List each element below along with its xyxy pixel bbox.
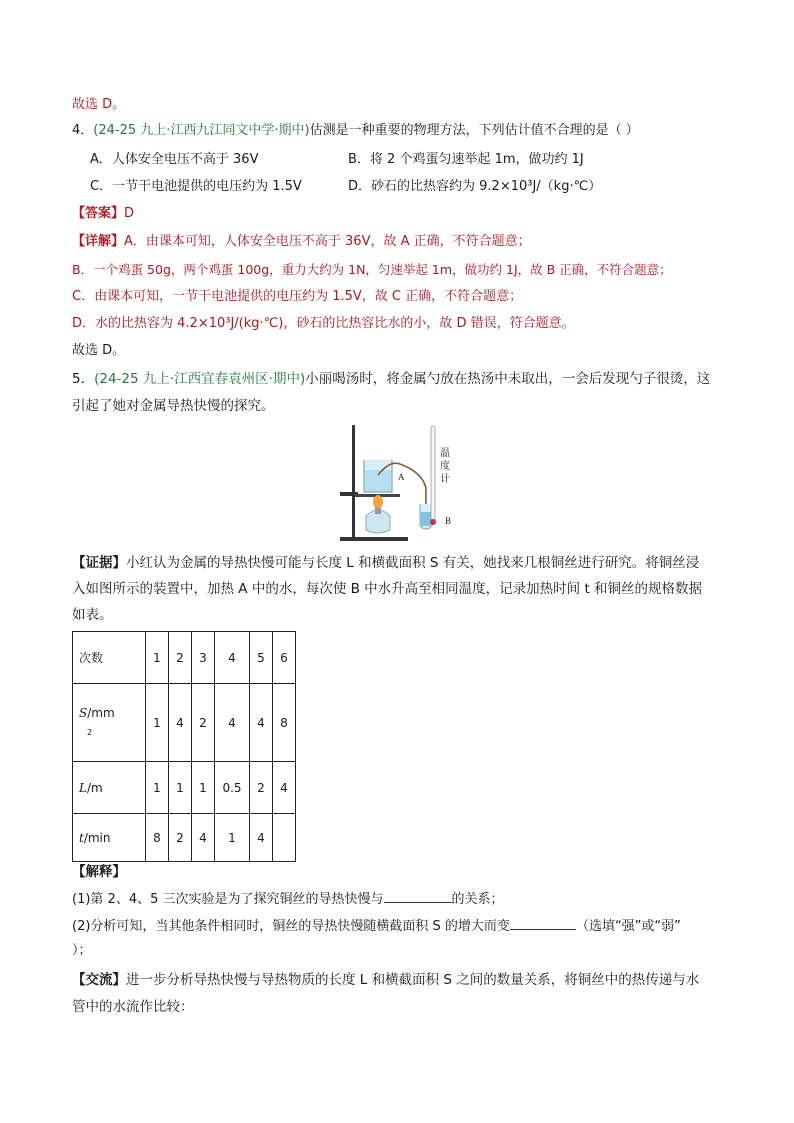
apparatus-figure bbox=[330, 420, 470, 545]
q4-answer bbox=[72, 204, 734, 224]
table-cell: 1 bbox=[169, 762, 192, 814]
table-cell: 1 bbox=[146, 632, 169, 684]
q4-stem: 估测是一种重要的物理方法，下列估计值不合理的是（ ） bbox=[309, 123, 639, 138]
exchange-text: 进一步分析导热快慢与导热物质的长度 L 和横截面积 S 之间的数量关系，将铜丝中的热传递与水 bbox=[126, 972, 700, 988]
table-row bbox=[73, 684, 296, 762]
table-cell: 3 bbox=[192, 632, 215, 684]
q4-number: 4． bbox=[72, 123, 94, 138]
table-cell: 1 bbox=[146, 684, 169, 762]
evidence-label: 【证据】 bbox=[72, 555, 126, 571]
length-unit: /m bbox=[86, 780, 103, 795]
beaker-a-water bbox=[365, 470, 391, 491]
answer-blank-2[interactable] bbox=[510, 915, 576, 930]
table-cell: 2 bbox=[250, 762, 273, 814]
area-unit-sup: 2 bbox=[87, 727, 93, 737]
explain-line-2 bbox=[72, 915, 734, 937]
q4-detail-line-2: B．一个鸡蛋 50g，两个鸡蛋 100g，重力大约为 1N，匀速举起 1m，做功约 1J，故 B 正确，不符合题意； bbox=[72, 262, 672, 277]
answer-blank-1[interactable] bbox=[384, 888, 452, 903]
table-cell: 4 bbox=[250, 814, 273, 862]
table-cell: 1 bbox=[192, 762, 215, 814]
table-cell: 4 bbox=[215, 684, 250, 762]
table-cell: 0.5 bbox=[215, 762, 250, 814]
q5-source: (24-25 九上·江西宜春袁州区·期中) bbox=[94, 371, 306, 387]
explain-2-text-b: （选填“强”或“弱” bbox=[575, 919, 681, 934]
table-cell: 4 bbox=[192, 814, 215, 862]
table-cell-empty bbox=[273, 814, 296, 862]
evidence-line-3: 如表。 bbox=[72, 607, 113, 623]
table-cell: 5 bbox=[250, 632, 273, 684]
row-header-time bbox=[73, 814, 146, 862]
table-cell: 6 bbox=[273, 632, 296, 684]
thermometer bbox=[431, 426, 435, 522]
answer-value: D bbox=[124, 206, 135, 221]
evidence-line-2: 入如图所示的装置中，加热 A 中的水，每次使 B 中水升高至相同温度，记录加热时间 t 和铜丝的规格数据 bbox=[72, 581, 703, 597]
label-a: A bbox=[398, 472, 405, 482]
detail-label: 【详解】 bbox=[72, 234, 125, 249]
lamp-wick bbox=[375, 508, 381, 514]
row-header-area bbox=[73, 684, 146, 762]
q5-number: 5． bbox=[72, 371, 95, 387]
explain-1-text-b: 的关系； bbox=[451, 892, 504, 907]
table-row bbox=[73, 762, 296, 814]
table-cell: 8 bbox=[146, 814, 169, 862]
q4-option-a: A．人体安全电压不高于 36V bbox=[90, 152, 259, 167]
table-cell: 4 bbox=[169, 684, 192, 762]
explain-line-2-end: ）； bbox=[72, 943, 92, 958]
q4-stem-line bbox=[72, 121, 734, 141]
thermometer-label-1: 温 bbox=[440, 448, 450, 459]
explain-label-text: 【解释】 bbox=[72, 864, 126, 880]
explain-label bbox=[72, 862, 734, 882]
exchange-line-1 bbox=[72, 970, 734, 990]
q4-option-b: B．将 2 个鸡蛋匀速举起 1m，做功约 1J bbox=[348, 152, 584, 167]
exchange-label: 【交流】 bbox=[72, 972, 126, 988]
detail-text: A．由课本可知，人体安全电压不高于 36V，故 A 正确，不符合题意； bbox=[124, 234, 531, 249]
table-cell: 4 bbox=[273, 762, 296, 814]
answer-label: 【答案】 bbox=[72, 206, 125, 221]
tube-b-water bbox=[421, 512, 431, 526]
evidence-line-1 bbox=[72, 553, 734, 573]
length-var: L bbox=[79, 780, 87, 795]
table-row bbox=[73, 814, 296, 862]
q5-stem: 小丽喝汤时，将金属勺放在热汤中未取出，一会后发现勺子很烫，这 bbox=[305, 371, 711, 387]
table-cell: 8 bbox=[273, 684, 296, 762]
q4-conclusion: 故选 D。 bbox=[72, 343, 126, 358]
q4-option-c: C．一节干电池提供的电压约为 1.5V bbox=[90, 179, 302, 194]
explain-line-1 bbox=[72, 888, 734, 910]
exchange-line-2: 管中的水流作比较： bbox=[72, 999, 194, 1015]
row-header-length bbox=[73, 762, 146, 814]
q4-detail-line-3: C．由课本可知，一节干电池提供的电压约为 1.5V，故 C 正确，不符合题意； bbox=[72, 289, 523, 304]
table-cell: 1 bbox=[215, 814, 250, 862]
table-cell: 1 bbox=[146, 762, 169, 814]
previous-conclusion: 故选 D。 bbox=[72, 97, 126, 112]
area-unit: /mm bbox=[87, 705, 115, 720]
time-var: t bbox=[79, 830, 84, 845]
q4-detail-line-1 bbox=[72, 232, 734, 252]
table-cell: 2 bbox=[169, 814, 192, 862]
q4-detail-line-4: D．水的比热容为 4.2×10³J/(kg·℃)，砂石的比热容比水的小，故 D 错误，符合题意。 bbox=[72, 316, 575, 331]
q5-stem-line-2: 引起了她对金属导热快慢的探究。 bbox=[72, 398, 275, 414]
area-var: S bbox=[79, 705, 88, 720]
table-cell: 4 bbox=[250, 684, 273, 762]
flame bbox=[373, 495, 383, 509]
thermometer-label-2: 度 bbox=[440, 461, 450, 472]
q4-source: (24-25 九上·江西九江同文中学·期中) bbox=[93, 123, 310, 138]
stand-base bbox=[340, 537, 408, 541]
evidence-text: 小红认为金属的导热快慢可能与长度 L 和横截面积 S 有关，她找来几根铜丝进行研究。将铜丝浸 bbox=[126, 555, 700, 571]
table-cell: 2 bbox=[192, 684, 215, 762]
row-header-trial: 次数 bbox=[73, 632, 146, 684]
copper-wire-data-table bbox=[72, 631, 296, 862]
q5-stem-line bbox=[72, 369, 734, 389]
table-row bbox=[73, 632, 296, 684]
explain-1-text-a: (1)第 2、4、5 三次实验是为了探究铜丝的导热快慢与 bbox=[72, 892, 384, 907]
table-cell: 2 bbox=[169, 632, 192, 684]
thermometer-label-3: 计 bbox=[440, 474, 450, 485]
explain-2-text-a: (2)分析可知，当其他条件相同时，铜丝的导热快慢随横截面积 S 的增大而变 bbox=[72, 919, 510, 934]
label-b: B bbox=[445, 516, 452, 526]
time-unit: /min bbox=[83, 830, 111, 845]
q4-option-d: D．砂石的比热容约为 9.2×10³J/（kg·℃） bbox=[348, 179, 602, 194]
table-cell: 4 bbox=[215, 632, 250, 684]
stand-rod bbox=[352, 425, 355, 540]
thermometer-bulb bbox=[430, 519, 436, 525]
